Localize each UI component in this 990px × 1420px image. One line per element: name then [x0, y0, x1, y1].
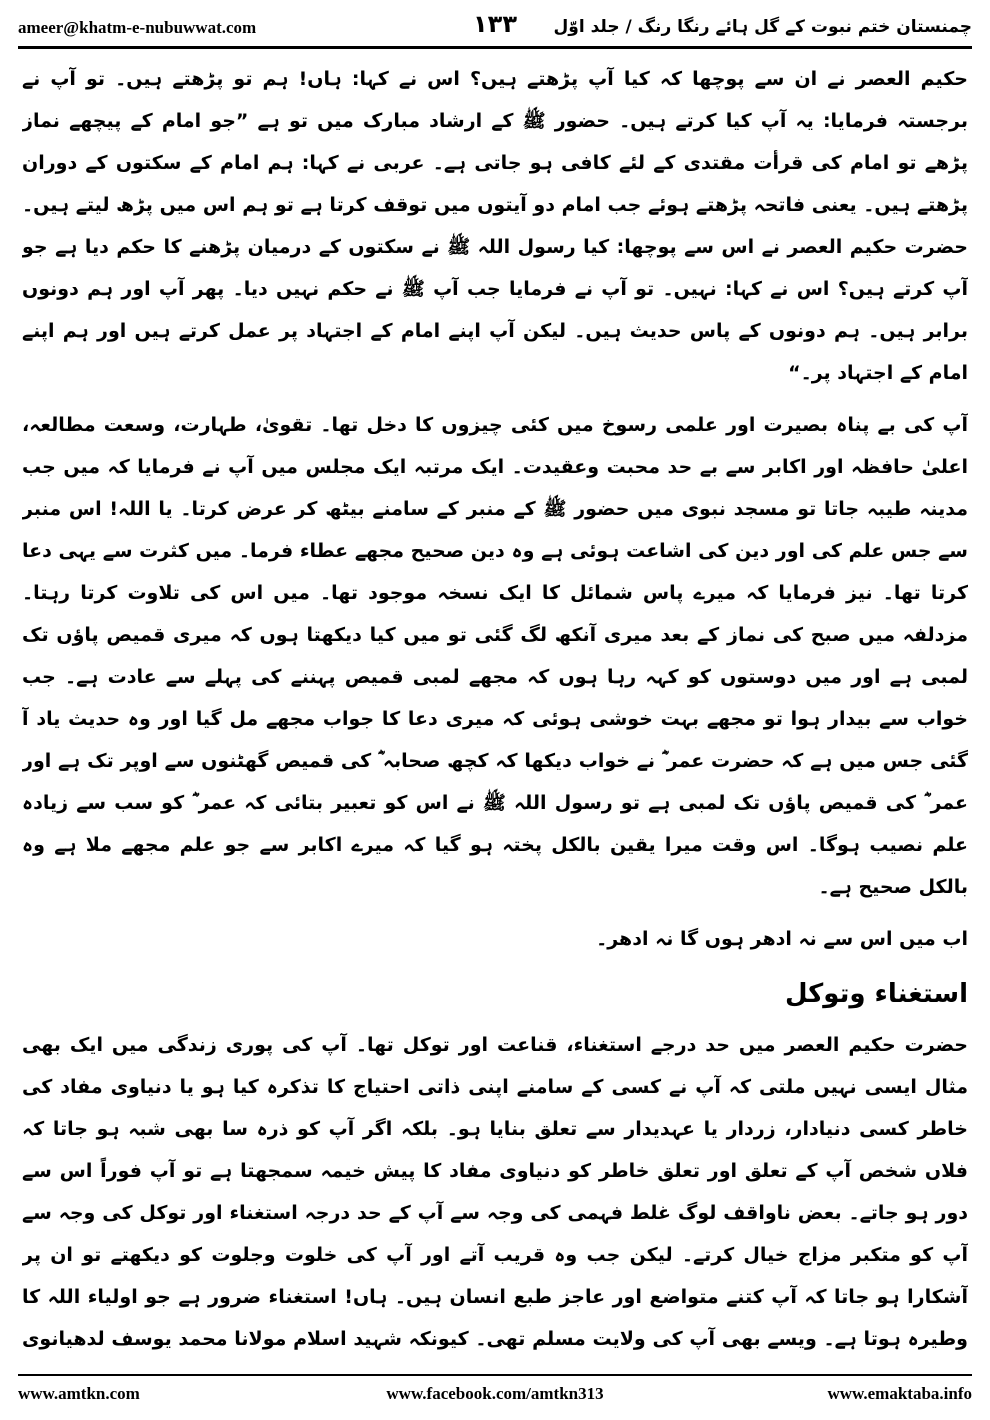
footer-link-emaktaba: www.emaktaba.info [827, 1384, 972, 1403]
header-divider [18, 46, 972, 49]
book-title: چمنستان ختم نبوت کے گل ہائے رنگا رنگ / جلد اوّل [553, 17, 972, 37]
paragraph: حضرت حکیم العصر میں حد درجے استغناء، قناعت اور توکل تھا۔ آپ کی پوری زندگی میں ایک بھی مثال ایسی نہیں ملتی کہ آپ نے کسی کے سامنے اپنی ذاتی احتیاج کا تذکرہ کیا ہو یا دنیاوی مفاد کی خاطر کسی دنیادار، زردار یا عہدیدار سے تعلق بنایا ہو۔ بلکہ اگر آپ کو ذرہ سا بھی شبہ ہو جاتا کہ فلاں شخص آپ کے تعلق اور تعلق خاطر کو دنیاوی مفاد کا پیش خیمہ سمجھتا ہے تو آپ فوراً اس سے دور ہو جاتے۔ بعض ناواقف لوگ غلط فہمی کی وجہ سے آپ کے حد درجہ استغناء اور توکل کی وجہ سے آپ کو متکبر مزاج خیال کرتے۔ لیکن جب وہ قریب آتے اور آپ کی خلوت وجلوت کو دیکھتے تو ان پر آشکارا ہو جاتا کہ آپ کتنے متواضع اور عاجز طبع انسان ہیں۔ ہاں! استغناء ضرور ہے جو اولیاء اللہ کا وطیرہ ہوتا ہے۔ ویسے بھی آپ کی ولایت مسلم تھی۔ کیونکہ شہید اسلام مولانا محمد یوسف لدھیانوی [22, 1034, 968, 1350]
section-heading: استغناء وتوکل [784, 979, 968, 1009]
paragraph: حکیم العصر نے ان سے پوچھا کہ کیا آپ پڑھتے ہیں؟ اس نے کہا: ہاں! ہم تو پڑھتے ہیں۔ تو آپ نے برجستہ فرمایا: یہ آپ کیا کرتے ہیں۔ حضور ﷺ کے ارشاد مبارک میں تو ہے ”جو امام کے پیچھے نماز پڑھے تو امام کی قرأت مقتدی کے لئے کافی ہو جاتی ہے۔ عربی نے کہا: ہم امام کے سکتوں کے دوران پڑھتے ہیں۔ یعنی فاتحہ پڑھتے ہوئے جب امام دو آیتوں میں توقف کرتا ہے تو ہم اس میں پڑھ لیتے ہیں۔ حضرت حکیم العصر نے اس سے پوچھا: کیا رسول اللہ ﷺ نے سکتوں کے درمیان پڑھنے کا حکم دیا ہے جو آپ کرتے ہیں؟ اس نے کہا: نہیں۔ تو آپ نے فرمایا جب آپ ﷺ نے حکم نہیں دیا۔ پھر آپ اور ہم دونوں برابر ہیں۔ ہم دونوں کے پاس حدیث ہیں۔ لیکن آپ اپنے امام کے اجتہاد پر عمل کرتے ہیں اور ہم اپنے امام کے اجتہاد پر۔“ [22, 68, 968, 384]
page-number: ۱۳۳ [473, 10, 517, 38]
footer-link-facebook: www.facebook.com/amtkn313 [386, 1384, 604, 1403]
header-email: ameer@khatm-e-nubuwwat.com [18, 18, 257, 37]
page-header [18, 8, 972, 44]
page-footer [18, 1384, 972, 1408]
paragraph: آپ کی بے پناہ بصیرت اور علمی رسوخ میں کئی چیزوں کا دخل تھا۔ تقویٰ، طہارت، وسعت مطالعہ، اعلیٰ حافظہ اور اکابر سے بے حد محبت وعقیدت۔ ایک مرتبہ ایک مجلس میں آپ نے فرمایا کہ میں جب مدینہ طیبہ جاتا تو مسجد نبوی میں حضور ﷺ کے منبر کے سامنے بیٹھ کر عرض کرتا۔ یا اللہ! اس منبر سے جس علم کی اور دین کی اشاعت ہوئی ہے وہ دین صحیح مجھے عطاء فرما۔ میں کثرت سے یہی دعا کرتا تھا۔ نیز فرمایا کہ میرے پاس شمائل کا ایک نسخہ موجود تھا۔ میں اس کی تلاوت کرتا رہتا۔ مزدلفہ میں صبح کی نماز کے بعد میری آنکھ لگ گئی تو میں کیا دیکھتا ہوں کہ میری قمیص پاؤں تک لمبی ہے اور میں دوستوں کو کہہ رہا ہوں کہ مجھے لمبی قمیص پہننے کی پہلے سے عادت ہے۔ جب خواب سے بیدار ہوا تو مجھے بہت خوشی ہوئی کہ میری دعا کا جواب مجھے مل گیا اور وہ حدیث یاد آ گئی جس میں ہے کہ حضرت عمر ؓ نے خواب دیکھا کہ کچھ صحابہ ؓ کی قمیص گھٹنوں سے اوپر تک ہے اور عمر ؓ کی قمیص پاؤں تک لمبی ہے تو رسول اللہ ﷺ نے اس کو تعبیر بتائی کہ عمر ؓ کو سب سے زیادہ علم نصیب ہوگا۔ اس وقت میرا یقین بالکل پختہ ہو گیا کہ میرے اکابر سے جو علم مجھے ملا ہے وہ بالکل صحیح ہے۔ [22, 414, 968, 898]
footer-divider [18, 1374, 972, 1376]
paragraph: اب میں اس سے نہ ادھر ہوں گا نہ ادھر۔ [596, 928, 968, 950]
page-body [22, 58, 968, 1364]
footer-link-amtkn: www.amtkn.com [18, 1384, 140, 1403]
